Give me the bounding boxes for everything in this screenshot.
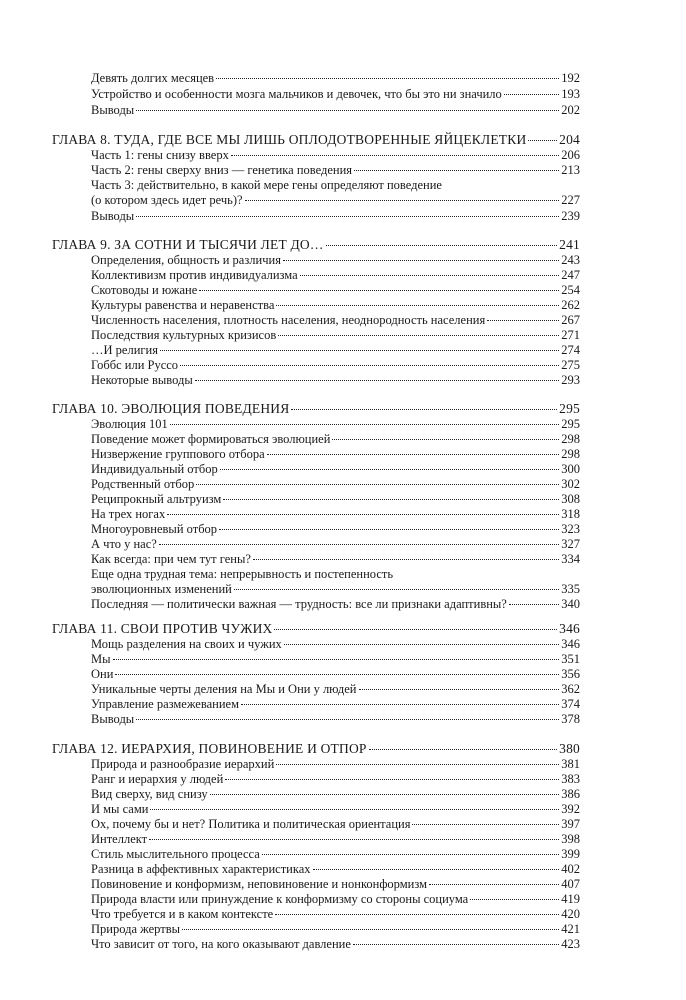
toc-entry: [91, 147, 580, 163]
toc-entry: [91, 596, 580, 612]
toc-leader-dots: [199, 290, 559, 291]
toc-page-number: 206: [561, 148, 580, 162]
toc-entry-title: Численность населения, плотность населения, неоднородность населения: [91, 313, 486, 327]
toc-entry: [91, 446, 580, 462]
toc-page-number: 302: [561, 477, 580, 491]
toc-entry: [91, 372, 580, 388]
toc-page-number: 213: [561, 163, 580, 177]
toc-leader-dots: [159, 544, 559, 545]
toc-entry: [91, 566, 580, 582]
toc-entry-title: …И религия: [91, 343, 158, 357]
toc-page-number: 275: [561, 358, 580, 372]
toc-leader-dots: [528, 140, 557, 141]
toc-leader-dots: [487, 320, 559, 321]
toc-leader-dots: [359, 689, 560, 690]
toc-page-number: 386: [561, 787, 580, 801]
toc-leader-dots: [210, 794, 560, 795]
toc-leader-dots: [113, 659, 560, 660]
toc-chapter-entry: [52, 401, 580, 417]
toc-entry: [91, 327, 580, 343]
toc-chapter-entry: [52, 237, 580, 253]
toc-leader-dots: [276, 764, 559, 765]
toc-entry-title: Часть 2: гены сверху вниз — генетика поведения: [91, 163, 353, 177]
toc-entry-title: И мы сами: [91, 802, 149, 816]
toc-entry-title: Природа власти или принуждение к конформизму со стороны социума: [91, 892, 469, 906]
toc-leader-dots: [332, 439, 559, 440]
toc-entry: [91, 521, 580, 537]
toc-entry: [91, 506, 580, 522]
toc-entry-title: Часть 3: действительно, в какой мере гены определяют поведение: [91, 178, 442, 192]
toc-chapter-title: ГЛАВА 9. ЗА СОТНИ И ТЫСЯЧИ ЛЕТ ДО…: [52, 237, 324, 252]
toc-leader-dots: [354, 170, 559, 171]
toc-leader-dots: [291, 409, 557, 410]
toc-entry: [91, 861, 580, 877]
toc-leader-dots: [369, 749, 558, 750]
toc-page-number: 298: [561, 447, 580, 461]
toc-leader-dots: [170, 424, 560, 425]
toc-page-number: 346: [561, 637, 580, 651]
toc-entry-title: Низвержение группового отбора: [91, 447, 265, 461]
toc-entry-title: Реципрокный альтруизм: [91, 492, 222, 506]
toc-leader-dots: [300, 275, 560, 276]
toc-page-number: 293: [561, 373, 580, 387]
toc-entry: [91, 786, 580, 802]
toc-leader-dots: [220, 469, 560, 470]
toc-entry-title: Последняя — политически важная — трудность: все ли признаки адаптивны?: [91, 597, 507, 611]
toc-entry-title: Что требуется и в каком контексте: [91, 907, 274, 921]
toc-entry-title: Мы: [91, 652, 111, 666]
toc-entry-title: Скотоводы и южане: [91, 283, 198, 297]
toc-entry: [91, 581, 580, 597]
toc-leader-dots: [276, 305, 559, 306]
toc-entry-title: Выводы: [91, 209, 135, 223]
toc-page-number: 356: [561, 667, 580, 681]
toc-page-number: 193: [561, 87, 580, 101]
toc-leader-dots: [136, 216, 559, 217]
toc-chapter-entry: [52, 741, 580, 757]
toc-leader-dots: [115, 674, 559, 675]
toc-entry: [91, 357, 580, 373]
toc-entry-title: Культуры равенства и неравенства: [91, 298, 275, 312]
toc-entry-title: Девять долгих месяцев: [91, 71, 215, 85]
toc-entry: [91, 696, 580, 712]
toc-page-number: 247: [561, 268, 580, 282]
toc-entry-title: Интеллект: [91, 832, 148, 846]
toc-leader-dots: [509, 604, 559, 605]
toc-page-number: 241: [559, 237, 580, 252]
toc-leader-dots: [225, 779, 559, 780]
toc-leader-dots: [241, 704, 559, 705]
toc-page-number: 202: [561, 103, 580, 117]
toc-entry-title: Индивидуальный отбор: [91, 462, 218, 476]
toc-entry: [91, 936, 580, 952]
toc-leader-dots: [223, 499, 559, 500]
toc-leader-dots: [150, 809, 559, 810]
toc-entry: [91, 551, 580, 567]
toc-entry-title: Что зависит от того, на кого оказывают давление: [91, 937, 351, 951]
toc-entry: [91, 801, 580, 817]
toc-entry: [91, 208, 580, 224]
toc-entry-title: (о котором здесь идет речь)?: [91, 193, 243, 207]
toc-entry: [91, 461, 580, 477]
toc-leader-dots: [262, 854, 559, 855]
toc-entry-title: Гоббс или Руссо: [91, 358, 179, 372]
toc-chapter-entry: [52, 132, 580, 148]
toc-entry: [91, 416, 580, 432]
toc-leader-dots: [182, 929, 559, 930]
toc-leader-dots: [313, 869, 560, 870]
toc-page-number: 374: [561, 697, 580, 711]
toc-page-number: 227: [561, 193, 580, 207]
toc-leader-dots: [160, 350, 559, 351]
toc-entry: [91, 431, 580, 447]
toc-entry: [91, 831, 580, 847]
toc-entry-title: Как всегда: при чем тут гены?: [91, 552, 251, 566]
toc-entry: [91, 162, 580, 178]
toc-page-number: 239: [561, 209, 580, 223]
toc-page-number: 420: [561, 907, 580, 921]
toc-leader-dots: [412, 824, 559, 825]
toc-leader-dots: [180, 365, 559, 366]
toc-chapter-title: ГЛАВА 10. ЭВОЛЮЦИЯ ПОВЕДЕНИЯ: [52, 401, 290, 416]
toc-page-number: 243: [561, 253, 580, 267]
toc-entry: [91, 192, 580, 208]
toc-entry-title: Выводы: [91, 712, 135, 726]
toc-entry-title: Повиновение и конформизм, неповиновение и нонконформизм: [91, 877, 427, 891]
toc-entry-title: Стиль мыслительного процесса: [91, 847, 260, 861]
toc-entry: [91, 816, 580, 832]
toc-entry: [91, 70, 580, 86]
toc-entry-title: Последствия культурных кризисов: [91, 328, 277, 342]
toc-page-number: 192: [561, 71, 580, 85]
toc-entry: [91, 636, 580, 652]
toc-entry-title: Коллективизм против индивидуализма: [91, 268, 298, 282]
toc-page-number: 383: [561, 772, 580, 786]
toc-page-number: 300: [561, 462, 580, 476]
toc-entry-title: Ранг и иерархия у людей: [91, 772, 224, 786]
toc-leader-dots: [274, 629, 557, 630]
toc-page-number: 308: [561, 492, 580, 506]
toc-chapter-title: ГЛАВА 12. ИЕРАРХИЯ, ПОВИНОВЕНИЕ И ОТПОР: [52, 741, 367, 756]
toc-entry-title: Некоторые выводы: [91, 373, 193, 387]
toc-leader-dots: [353, 944, 559, 945]
toc-leader-dots: [167, 514, 559, 515]
toc-page-number: 340: [561, 597, 580, 611]
toc-page-number: 262: [561, 298, 580, 312]
toc-entry-title: Выводы: [91, 103, 135, 117]
toc-entry-title: Часть 1: гены снизу вверх: [91, 148, 229, 162]
toc-page-number: 318: [561, 507, 580, 521]
toc-page-number: 274: [561, 343, 580, 357]
toc-leader-dots: [284, 644, 559, 645]
toc-entry: [91, 771, 580, 787]
toc-page-number: 421: [561, 922, 580, 936]
toc-leader-dots: [504, 94, 559, 95]
toc-entry-title: Еще одна трудная тема: непрерывность и постепенность: [91, 567, 394, 581]
toc-leader-dots: [429, 884, 559, 885]
toc-leader-dots: [234, 589, 559, 590]
toc-entry: [91, 681, 580, 697]
toc-entry-title: А что у нас?: [91, 537, 157, 551]
toc-leader-dots: [275, 914, 559, 915]
toc-leader-dots: [136, 110, 559, 111]
toc-page-number: 346: [559, 621, 580, 636]
toc-entry-title: Разница в аффективных характеристиках: [91, 862, 311, 876]
toc-entry-title: Определения, общность и различия: [91, 253, 281, 267]
toc-entry: [91, 711, 580, 727]
toc-page-number: 398: [561, 832, 580, 846]
toc-chapter-entry: [52, 621, 580, 637]
toc-leader-dots: [231, 155, 559, 156]
toc-leader-dots: [470, 899, 559, 900]
toc-leader-dots: [216, 78, 559, 79]
toc-entry-title: На трех ногах: [91, 507, 166, 521]
toc-entry-title: Вид сверху, вид снизу: [91, 787, 208, 801]
toc-entry-title: Природа жертвы: [91, 922, 181, 936]
toc-entry: [91, 102, 580, 118]
toc-page-number: 327: [561, 537, 580, 551]
toc-entry: [91, 476, 580, 492]
toc-page-number: 378: [561, 712, 580, 726]
toc-entry-title: Они: [91, 667, 114, 681]
toc-page-number: 423: [561, 937, 580, 951]
toc-entry-title: Многоуровневый отбор: [91, 522, 218, 536]
toc-entry-title: эволюционных изменений: [91, 582, 232, 596]
toc-page-number: 419: [561, 892, 580, 906]
toc-leader-dots: [136, 719, 559, 720]
toc-entry: [91, 267, 580, 283]
toc-entry: [91, 876, 580, 892]
toc-page-number: 397: [561, 817, 580, 831]
toc-entry-title: Родственный отбор: [91, 477, 195, 491]
toc-entry: [91, 177, 580, 193]
toc-entry-title: Природа и разнообразие иерархий: [91, 757, 275, 771]
toc-entry: [91, 252, 580, 268]
toc-page-number: 402: [561, 862, 580, 876]
toc-page-number: 295: [561, 417, 580, 431]
toc-leader-dots: [267, 454, 560, 455]
toc-page-number: 392: [561, 802, 580, 816]
toc-leader-dots: [195, 380, 560, 381]
toc-entry: [91, 906, 580, 922]
toc-entry: [91, 312, 580, 328]
toc-leader-dots: [283, 260, 559, 261]
toc-entry-title: Ох, почему бы и нет? Политика и политическая ориентация: [91, 817, 411, 831]
toc-entry-title: Эволюция 101: [91, 417, 168, 431]
toc-page-number: 254: [561, 283, 580, 297]
toc-entry: [91, 651, 580, 667]
toc-entry: [91, 846, 580, 862]
toc-page-number: 298: [561, 432, 580, 446]
toc-entry: [91, 491, 580, 507]
toc-entry-title: Управление размежеванием: [91, 697, 239, 711]
toc-chapter-title: ГЛАВА 11. СВОИ ПРОТИВ ЧУЖИХ: [52, 621, 273, 636]
toc-page-number: 351: [561, 652, 580, 666]
toc-leader-dots: [253, 559, 559, 560]
toc-entry: [91, 86, 580, 102]
toc-page-number: 380: [559, 741, 580, 756]
toc-leader-dots: [196, 484, 559, 485]
toc-page-number: 399: [561, 847, 580, 861]
toc-entry: [91, 921, 580, 937]
toc-leader-dots: [149, 839, 559, 840]
toc-entry: [91, 342, 580, 358]
toc-chapter-title: ГЛАВА 8. ТУДА, ГДЕ ВСЕ МЫ ЛИШЬ ОПЛОДОТВОРЕННЫЕ ЯЙЦЕКЛЕТКИ: [52, 132, 527, 147]
toc-entry-title: Поведение может формироваться эволюцией: [91, 432, 331, 446]
toc-entry-title: Устройство и особенности мозга мальчиков и девочек, что бы это ни значило: [91, 87, 502, 101]
toc-leader-dots: [278, 335, 559, 336]
toc-page-number: 362: [561, 682, 580, 696]
toc-entry: [91, 666, 580, 682]
toc-page-number: 407: [561, 877, 580, 891]
toc-entry-title: Уникальные черты деления на Мы и Они у людей: [91, 682, 357, 696]
toc-page-number: 335: [561, 582, 580, 596]
toc-page-number: 271: [561, 328, 580, 342]
toc-page-number: 323: [561, 522, 580, 536]
toc-page-number: 334: [561, 552, 580, 566]
toc-entry: [91, 536, 580, 552]
toc-leader-dots: [326, 245, 558, 246]
toc-leader-dots: [245, 200, 560, 201]
toc-entry: [91, 282, 580, 298]
toc-entry: [91, 297, 580, 313]
toc-leader-dots: [219, 529, 559, 530]
toc-page-number: 295: [559, 401, 580, 416]
toc-entry-title: Мощь разделения на своих и чужих: [91, 637, 282, 651]
toc-page-number: 267: [561, 313, 580, 327]
toc-entry: [91, 891, 580, 907]
toc-page-number: 204: [559, 132, 580, 147]
toc-page-number: 381: [561, 757, 580, 771]
toc-entry: [91, 756, 580, 772]
